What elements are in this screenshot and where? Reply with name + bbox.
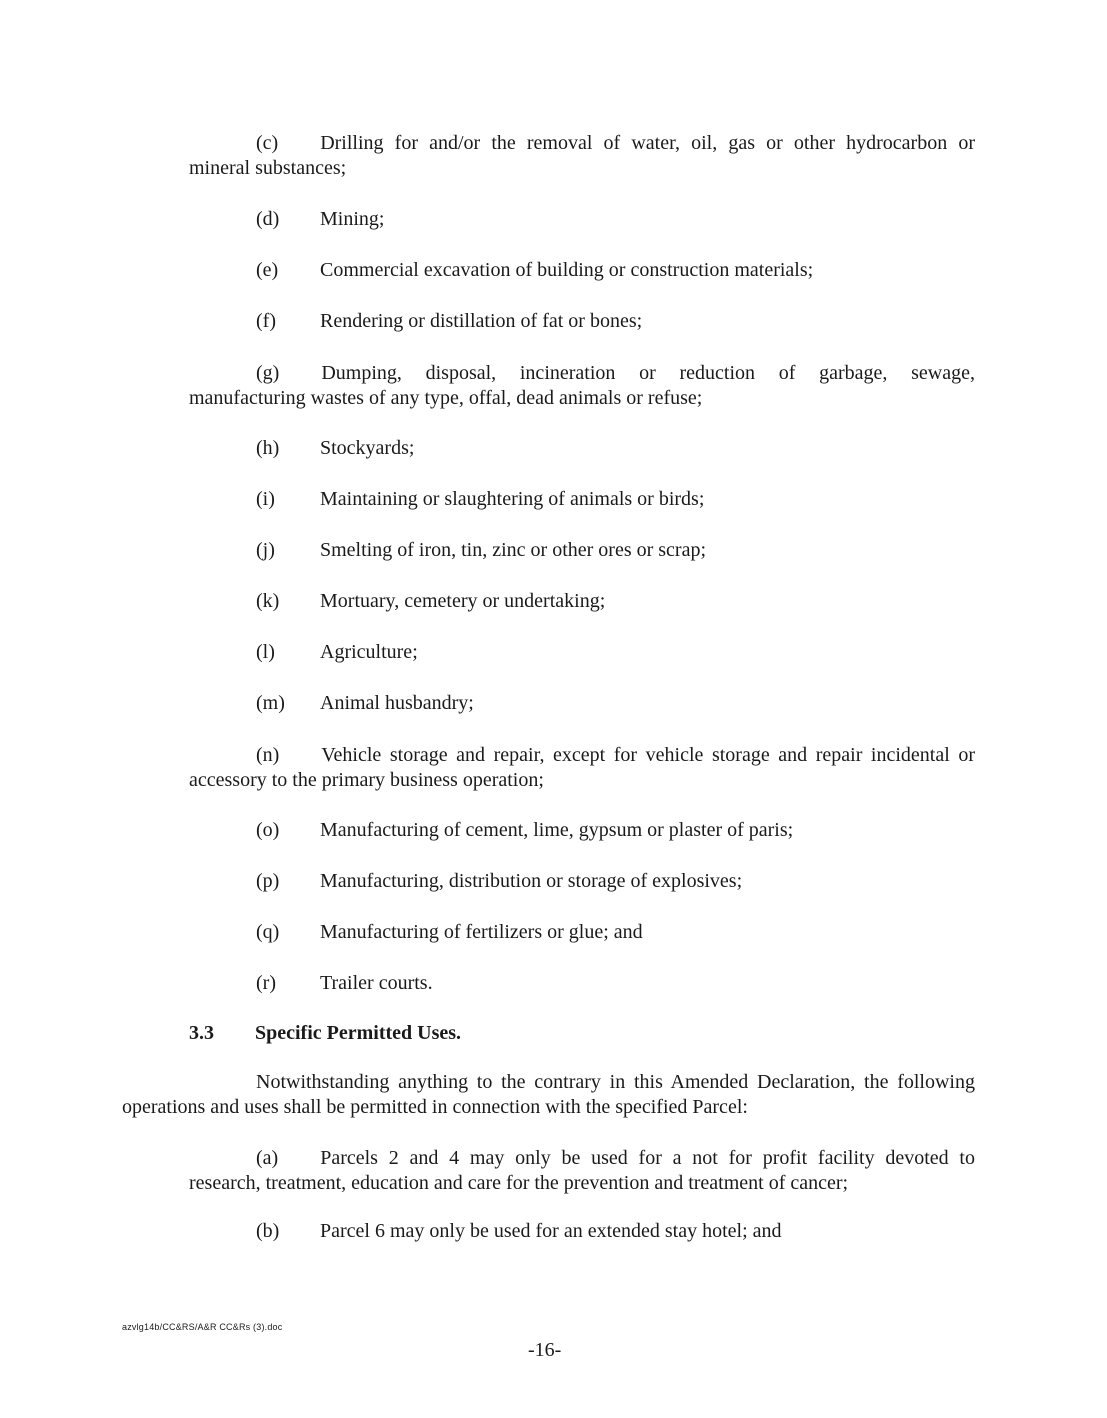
item-text: Manufacturing, distribution or storage of explosives;: [320, 870, 743, 892]
item-label: (q): [256, 921, 280, 943]
item-text: Mortuary, cemetery or undertaking;: [320, 590, 606, 612]
intro-paragraph: [122, 1070, 975, 1120]
section-title: Specific Permitted Uses.: [255, 1022, 462, 1044]
item-label: (l): [256, 641, 275, 663]
item-label: (r): [256, 972, 276, 994]
item-label: (n): [256, 744, 280, 766]
list-item-n: [189, 743, 975, 793]
item-label: (e): [256, 259, 279, 281]
item-text: Parcel 6 may only be used for an extended stay hotel; and: [320, 1220, 782, 1242]
item-continuation: research, treatment, education and care for the prevention and treatment of cancer;: [189, 1172, 849, 1194]
item-label: (b): [256, 1220, 280, 1242]
item-text: Drilling for and/or the removal of water, oil, gas or other hydrocarbon or: [320, 132, 975, 154]
item-text: Commercial excavation of building or construction materials;: [320, 259, 814, 281]
item-label: (p): [256, 870, 280, 892]
intro-line-1: Notwithstanding anything to the contrary in this Amended Declaration, the following: [256, 1071, 975, 1093]
item-text: Maintaining or slaughtering of animals or birds;: [320, 488, 705, 510]
list-item-g: [189, 361, 975, 411]
item-text: Parcels 2 and 4 may only be used for a not for profit facility devoted to: [320, 1147, 975, 1169]
item-text: Stockyards;: [320, 437, 415, 459]
item-label: (g): [256, 362, 280, 384]
item-text: Manufacturing of fertilizers or glue; and: [320, 921, 643, 943]
item-continuation: accessory to the primary business operation;: [189, 769, 544, 791]
item-text: Agriculture;: [320, 641, 418, 663]
permitted-item-a: [189, 1146, 975, 1196]
item-label: (i): [256, 488, 275, 510]
item-label: (a): [256, 1147, 279, 1169]
item-label: (j): [256, 539, 275, 561]
footer-file-path: azvlg14b/CC&RS/A&R CC&Rs (3).doc: [122, 1322, 283, 1332]
item-text: Smelting of iron, tin, zinc or other ores or scrap;: [320, 539, 707, 561]
item-label: (f): [256, 310, 276, 332]
item-text: Animal husbandry;: [320, 692, 474, 714]
item-continuation: manufacturing wastes of any type, offal, dead animals or refuse;: [189, 387, 703, 409]
item-continuation: mineral substances;: [189, 157, 347, 179]
item-label: (h): [256, 437, 280, 459]
intro-line-2: operations and uses shall be permitted in connection with the specified Parcel:: [122, 1096, 748, 1118]
item-text: Dumping, disposal, incineration or reduction of garbage, sewage,: [321, 362, 975, 384]
page-number: -16-: [528, 1339, 562, 1361]
item-text: Manufacturing of cement, lime, gypsum or plaster of paris;: [320, 819, 794, 841]
item-label: (c): [256, 132, 279, 154]
item-label: (o): [256, 819, 280, 841]
list-item-c: [189, 131, 975, 181]
item-text: Trailer courts.: [320, 972, 433, 994]
item-text: Mining;: [320, 208, 385, 230]
item-label: (m): [256, 692, 285, 714]
item-text: Rendering or distillation of fat or bones;: [320, 310, 643, 332]
item-label: (d): [256, 208, 280, 230]
section-number: 3.3: [189, 1022, 214, 1044]
item-label: (k): [256, 590, 280, 612]
item-text: Vehicle storage and repair, except for vehicle storage and repair incidental or: [321, 744, 975, 766]
